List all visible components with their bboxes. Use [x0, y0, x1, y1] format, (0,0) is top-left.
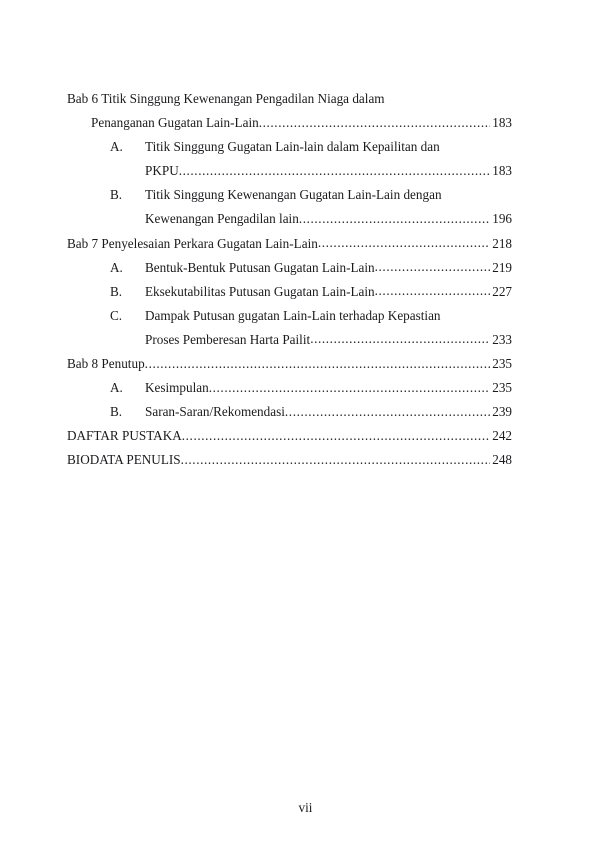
toc-entry-title: Penanganan Gugatan Lain-Lain [91, 115, 259, 131]
toc-entry-marker: A. [110, 139, 123, 155]
toc-entry-page-number: 227 [492, 283, 512, 299]
toc-entry[interactable] [67, 256, 512, 280]
toc-entry[interactable] [67, 135, 512, 159]
toc-leader-dots [299, 207, 490, 231]
toc-entry-title: Eksekutabilitas Putusan Gugatan Lain-Lain [145, 283, 375, 299]
toc-entry-title: Bab 6 Titik Singgung Kewenangan Pengadilan Niaga dalam [67, 91, 385, 106]
toc-entry[interactable] [67, 183, 512, 207]
toc-entry-marker: B. [110, 187, 123, 203]
toc-entry-marker: A. [110, 380, 123, 396]
toc-entry-title: Kewenangan Pengadilan lain [145, 211, 299, 227]
toc-entry-title: Titik Singgung Gugatan Lain-lain dalam Kepailitan dan [145, 139, 440, 155]
toc-entry-title: Titik Singgung Kewenangan Gugatan Lain-Lain dengan [145, 187, 442, 203]
toc-entry-title: Proses Pemberesan Harta Pailit [145, 331, 311, 347]
toc-leader-dots [375, 279, 490, 303]
toc-entry[interactable] [67, 400, 512, 424]
toc-entry[interactable] [67, 328, 512, 352]
toc-leader-dots [182, 424, 490, 448]
toc-entry[interactable] [67, 304, 512, 328]
toc-entry-marker: C. [110, 307, 123, 323]
toc-entry-page-number: 239 [492, 404, 512, 420]
toc-entry-page-number: 183 [492, 163, 512, 179]
toc-entry-marker: A. [110, 259, 123, 275]
toc-entry-page-number: 183 [492, 115, 512, 131]
toc-entry-marker: B. [110, 404, 123, 420]
toc-entry[interactable] [67, 448, 512, 472]
toc-entry[interactable] [67, 87, 512, 111]
toc-entry[interactable] [67, 424, 512, 448]
toc-entry-title: Bab 8 Penutup [67, 356, 145, 372]
toc-entry[interactable] [67, 207, 512, 231]
toc-leader-dots [259, 111, 490, 135]
toc-entry-page-number: 242 [492, 428, 512, 444]
toc-entry-title: BIODATA PENULIS [67, 452, 181, 468]
toc-entry-page-number: 235 [492, 356, 512, 372]
toc-entry[interactable] [67, 352, 512, 376]
toc-entry[interactable] [67, 111, 512, 135]
toc-entry-page-number: 235 [492, 380, 512, 396]
toc-entry-page-number: 233 [492, 331, 512, 347]
table-of-contents-list [67, 87, 512, 473]
toc-leader-dots [285, 400, 490, 424]
toc-leader-dots [318, 231, 490, 255]
toc-leader-dots [145, 352, 490, 376]
toc-entry[interactable] [67, 232, 512, 256]
toc-entry-marker: B. [110, 283, 123, 299]
toc-entry-page-number: 248 [492, 452, 512, 468]
toc-entry-title: Kesimpulan [145, 380, 209, 396]
toc-entry[interactable] [67, 376, 512, 400]
toc-entry-title: Bentuk-Bentuk Putusan Gugatan Lain-Lain [145, 259, 375, 275]
toc-entry[interactable] [67, 159, 512, 183]
toc-entry-title: Bab 7 Penyelesaian Perkara Gugatan Lain-Lain [67, 235, 318, 251]
toc-entry-page-number: 219 [492, 259, 512, 275]
toc-entry-title: PKPU [145, 163, 179, 179]
toc-entry-title: DAFTAR PUSTAKA [67, 428, 182, 444]
toc-entry-title: Saran-Saran/Rekomendasi [145, 404, 285, 420]
toc-leader-dots [310, 327, 490, 351]
toc-leader-dots [375, 255, 490, 279]
toc-entry-page-number: 218 [492, 235, 512, 251]
toc-leader-dots [179, 159, 490, 183]
toc-leader-dots [209, 376, 490, 400]
toc-leader-dots [181, 448, 490, 472]
page-folio: vii [298, 800, 313, 815]
toc-entry[interactable] [67, 280, 512, 304]
toc-entry-page-number: 196 [492, 211, 512, 227]
toc-entry-title: Dampak Putusan gugatan Lain-Lain terhadap Kepastian [145, 307, 441, 323]
